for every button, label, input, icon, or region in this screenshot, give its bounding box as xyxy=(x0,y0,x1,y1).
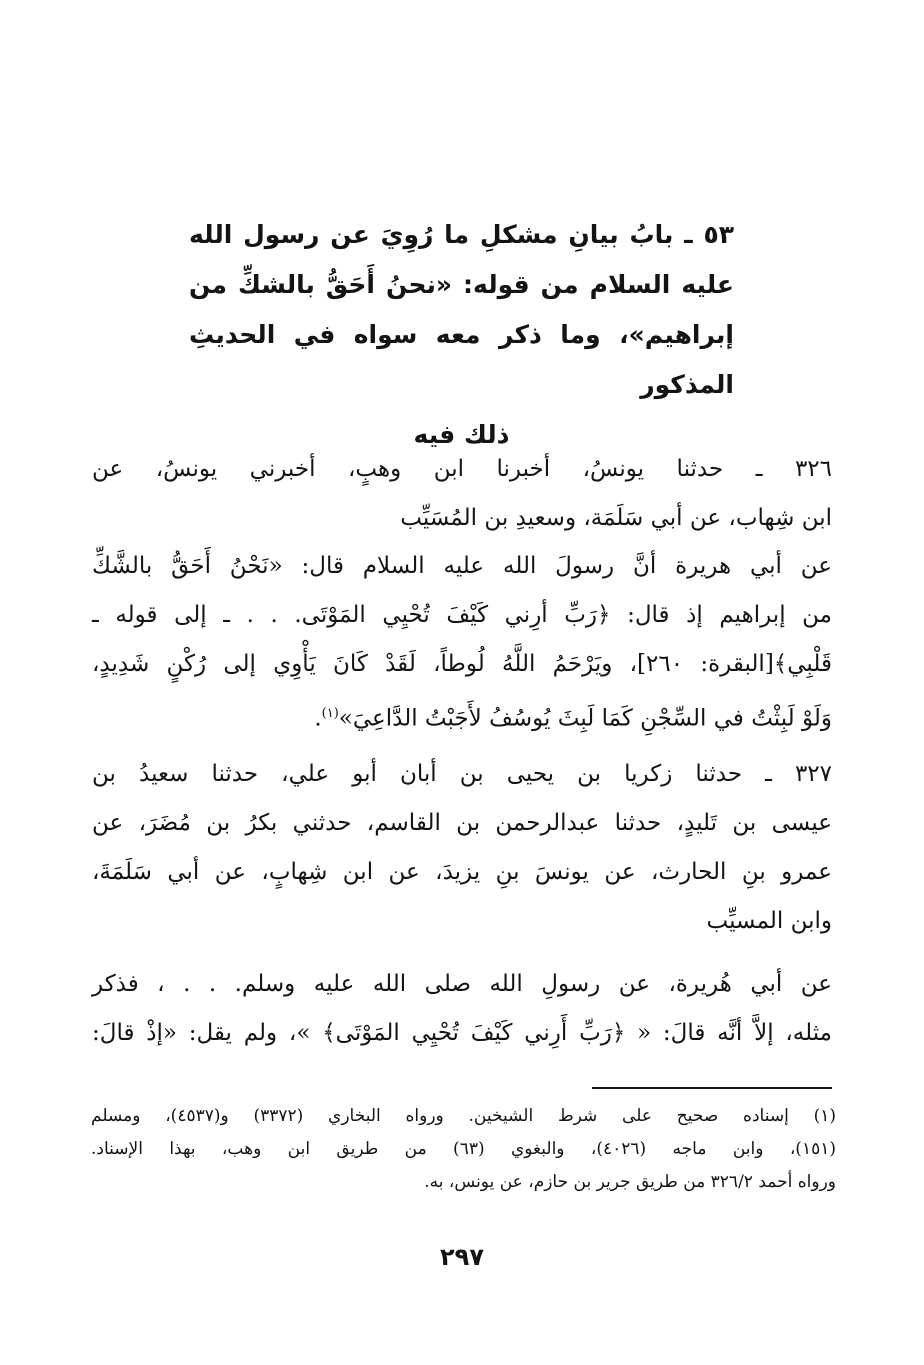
heading-line: إبراهيم»، وما ذكر معه سواه في الحديثِ المذكور xyxy=(189,320,734,399)
heading-line: ذلك فيه xyxy=(413,420,510,449)
footnotes xyxy=(91,1100,836,1199)
footnote-line: ورواه أحمد ٣٢٦/٢ من طريق جرير بن حازم، عن يونس، به. xyxy=(424,1172,836,1192)
text-line: ٣٢٧ ـ حدثنا زكريا بن يحيى بن أبان أبو علي، حدثنا سعيدُ بن xyxy=(92,761,832,787)
footnote-marker[interactable]: (١) xyxy=(321,706,339,721)
heading-line: ٥٣ ـ بابُ بيانِ مشكلِ ما رُوِيَ عن رسول الله xyxy=(189,220,734,249)
text-line: مثله، إلاَّ أنَّه قالَ: « ﴿رَبِّ أَرِني كَيْفَ تُحْيِي المَوْتَى﴾ »، ولم يقل: «إذْ قالَ: xyxy=(92,1020,832,1046)
text-line: ٣٢٦ ـ حدثنا يونسُ، أخبرنا ابن وهبٍ، أخبرني يونسُ، عن xyxy=(92,456,832,482)
page-number: ٢٩٧ xyxy=(440,1243,484,1271)
chapter-heading xyxy=(189,210,734,460)
text-line: عن أبي هُريرة، عن رسولِ الله صلى الله عليه وسلم. . . ، فذكر xyxy=(92,971,832,997)
hadith-326-isnad xyxy=(92,445,832,543)
text-line xyxy=(92,689,832,744)
heading-line: عليه السلام من قوله: «نحنُ أَحَقُّ بالشكِّ من xyxy=(189,270,734,299)
text-line: ابن شِهاب، عن أبي سَلَمَة، وسعيدِ بن المُسَيِّب xyxy=(400,505,832,531)
text-line: قَلْبِي﴾[البقرة: ٢٦٠]، ويَرْحَمُ اللَّهُ لُوطاً، لَقَدْ كَانَ يَأْوِي إلى رُكْنٍ شَدِيدٍ، xyxy=(92,651,832,677)
text-line: عن أبي هريرة أنَّ رسولَ الله عليه السلام قال: «نَحْنُ أَحَقُّ بالشَّكِّ xyxy=(92,553,832,579)
text-line: عيسى بن تَليدٍ، حدثنا عبدالرحمن بن القاسم، حدثني بكرُ بن مُضَرَ، عن xyxy=(92,810,832,836)
hadith-326-matn xyxy=(92,542,832,744)
footnote-divider xyxy=(592,1087,832,1089)
sentence-end: . xyxy=(314,705,322,732)
text-line: عمرو بنِ الحارث، عن يونسَ بنِ يزيدَ، عن ابن شِهابٍ، عن أبي سَلَمَةَ، xyxy=(92,859,832,885)
hadith-327-matn xyxy=(92,960,832,1058)
footnote-line: (١٥١)، وابن ماجه (٤٠٢٦)، والبغوي (٦٣) من طريق ابن وهب، بهذا الإسناد. xyxy=(91,1139,836,1159)
text-line: من إبراهيم إذ قال: ﴿رَبِّ أرِني كَيْفَ تُحْيِي المَوْتَى. . . ـ إلى قوله ـ xyxy=(92,602,832,628)
hadith-327-isnad xyxy=(92,750,832,946)
text-line-content: وَلَوْ لَبِثْتُ في السِّجْنِ كَمَا لَبِثَ يُوسُفُ لأَجَبْتُ الدَّاعِيَ» xyxy=(338,705,832,732)
footnote-line: (١) إسناده صحيح على شرط الشيخين. ورواه البخاري (٣٣٧٢) و(٤٥٣٧)، ومسلم xyxy=(91,1106,836,1126)
text-line: وابن المسيِّب xyxy=(706,908,832,934)
